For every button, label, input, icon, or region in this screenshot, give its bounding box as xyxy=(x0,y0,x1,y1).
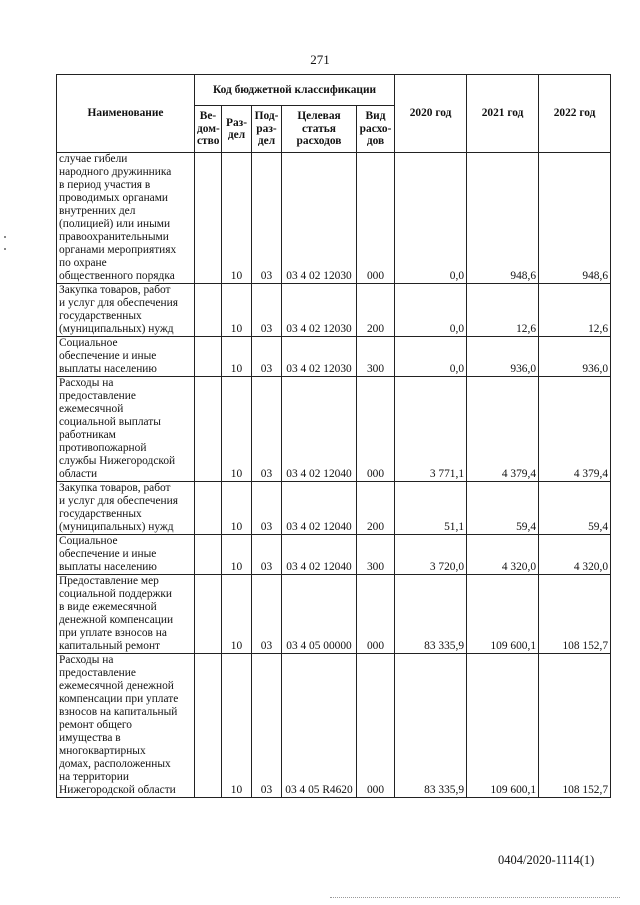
cell-2021: 109 600,1 xyxy=(467,575,539,654)
budget-table xyxy=(56,74,611,798)
cell-podrazdel: 03 xyxy=(252,654,282,798)
cell-razdel: 10 xyxy=(222,337,252,377)
document-code: 0404/2020-1114(1) xyxy=(498,853,595,867)
cell-razdel: 10 xyxy=(222,535,252,575)
cell-2021: 59,4 xyxy=(467,482,539,535)
cell-2021: 12,6 xyxy=(467,284,539,337)
cell-celevaya: 03 4 02 12030 xyxy=(282,337,357,377)
cell-2020: 3 720,0 xyxy=(395,535,467,575)
cell-2020: 83 335,9 xyxy=(395,654,467,798)
cell-vid: 000 xyxy=(357,153,395,284)
cell-2021: 4 320,0 xyxy=(467,535,539,575)
cell-vid: 300 xyxy=(357,337,395,377)
header-vid: Вид расхо- дов xyxy=(357,106,395,153)
table-row xyxy=(57,654,611,798)
cell-razdel: 10 xyxy=(222,284,252,337)
cell-name: Социальное обеспечение и иные выплаты населению xyxy=(57,535,195,575)
cell-name: Закупка товаров, работ и услуг для обеспечения государственных (муниципальных) нужд xyxy=(57,482,195,535)
table-row xyxy=(57,535,611,575)
cell-vedomstvo xyxy=(195,377,222,482)
cell-podrazdel: 03 xyxy=(252,153,282,284)
cell-celevaya: 03 4 02 12040 xyxy=(282,377,357,482)
cell-celevaya: 03 4 02 12040 xyxy=(282,482,357,535)
cell-2022: 108 152,7 xyxy=(539,654,611,798)
table-row xyxy=(57,377,611,482)
cell-razdel: 10 xyxy=(222,575,252,654)
cell-vid: 000 xyxy=(357,377,395,482)
cell-vedomstvo xyxy=(195,153,222,284)
cell-2022: 12,6 xyxy=(539,284,611,337)
header-celevaya: Целевая статья расходов xyxy=(282,106,357,153)
cell-vedomstvo xyxy=(195,535,222,575)
cell-vid: 300 xyxy=(357,535,395,575)
header-2022: 2022 год xyxy=(539,75,611,153)
cell-2021: 948,6 xyxy=(467,153,539,284)
cell-name: Предоставление мер социальной поддержки в виде ежемесячной денежной компенсации при уплате взносов на капитальный ремонт xyxy=(57,575,195,654)
cell-2020: 51,1 xyxy=(395,482,467,535)
footer-scan-mark xyxy=(330,897,620,902)
cell-name: Закупка товаров, работ и услуг для обеспечения государственных (муниципальных) нужд xyxy=(57,284,195,337)
cell-2022: 108 152,7 xyxy=(539,575,611,654)
table-row xyxy=(57,153,611,284)
cell-vid: 000 xyxy=(357,575,395,654)
header-kbk: Код бюджетной классификации xyxy=(195,75,395,106)
cell-name: Социальное обеспечение и иные выплаты населению xyxy=(57,337,195,377)
cell-celevaya: 03 4 05 R4620 xyxy=(282,654,357,798)
cell-2021: 936,0 xyxy=(467,337,539,377)
cell-2020: 83 335,9 xyxy=(395,575,467,654)
cell-2022: 936,0 xyxy=(539,337,611,377)
cell-razdel: 10 xyxy=(222,153,252,284)
margin-mark xyxy=(4,236,6,238)
cell-razdel: 10 xyxy=(222,654,252,798)
table-body xyxy=(57,153,611,798)
cell-podrazdel: 03 xyxy=(252,535,282,575)
margin-mark xyxy=(4,248,6,250)
cell-podrazdel: 03 xyxy=(252,337,282,377)
cell-razdel: 10 xyxy=(222,482,252,535)
cell-2022: 4 379,4 xyxy=(539,377,611,482)
cell-podrazdel: 03 xyxy=(252,377,282,482)
cell-podrazdel: 03 xyxy=(252,575,282,654)
cell-vid: 200 xyxy=(357,482,395,535)
cell-name: случае гибели народного дружинника в период участия в проводимых органами внутренних дел (полицией) или иными правоохранительными органами мероприятиях по охране общественного порядка xyxy=(57,153,195,284)
table-row xyxy=(57,284,611,337)
cell-celevaya: 03 4 02 12040 xyxy=(282,535,357,575)
header-vedomstvo: Ве- дом- ство xyxy=(195,106,222,153)
cell-vedomstvo xyxy=(195,337,222,377)
cell-celevaya: 03 4 05 00000 xyxy=(282,575,357,654)
header-2021: 2021 год xyxy=(467,75,539,153)
header-podrazdel: Под- раз- дел xyxy=(252,106,282,153)
cell-vedomstvo xyxy=(195,482,222,535)
cell-2021: 4 379,4 xyxy=(467,377,539,482)
cell-2021: 109 600,1 xyxy=(467,654,539,798)
table-row xyxy=(57,337,611,377)
cell-2022: 59,4 xyxy=(539,482,611,535)
header-2020: 2020 год xyxy=(395,75,467,153)
cell-2020: 0,0 xyxy=(395,284,467,337)
header-name: Наименование xyxy=(57,75,195,153)
header-razdel: Раз- дел xyxy=(222,106,252,153)
cell-vedomstvo xyxy=(195,654,222,798)
table-header xyxy=(57,75,611,153)
cell-2022: 4 320,0 xyxy=(539,535,611,575)
cell-name: Расходы на предоставление ежемесячной социальной выплаты работникам противопожарной службы Нижегородской области xyxy=(57,377,195,482)
cell-vedomstvo xyxy=(195,284,222,337)
table-row xyxy=(57,482,611,535)
cell-podrazdel: 03 xyxy=(252,284,282,337)
cell-name: Расходы на предоставление ежемесячной денежной компенсации при уплате взносов на капитальный ремонт общего имущества в многоквартирных домах, расположенных на территории Нижегородской области xyxy=(57,654,195,798)
cell-vid: 200 xyxy=(357,284,395,337)
cell-vedomstvo xyxy=(195,575,222,654)
cell-vid: 000 xyxy=(357,654,395,798)
cell-2022: 948,6 xyxy=(539,153,611,284)
cell-2020: 3 771,1 xyxy=(395,377,467,482)
cell-podrazdel: 03 xyxy=(252,482,282,535)
cell-celevaya: 03 4 02 12030 xyxy=(282,153,357,284)
cell-2020: 0,0 xyxy=(395,337,467,377)
cell-2020: 0,0 xyxy=(395,153,467,284)
cell-celevaya: 03 4 02 12030 xyxy=(282,284,357,337)
table-row xyxy=(57,575,611,654)
page-number: 271 xyxy=(310,52,330,67)
cell-razdel: 10 xyxy=(222,377,252,482)
